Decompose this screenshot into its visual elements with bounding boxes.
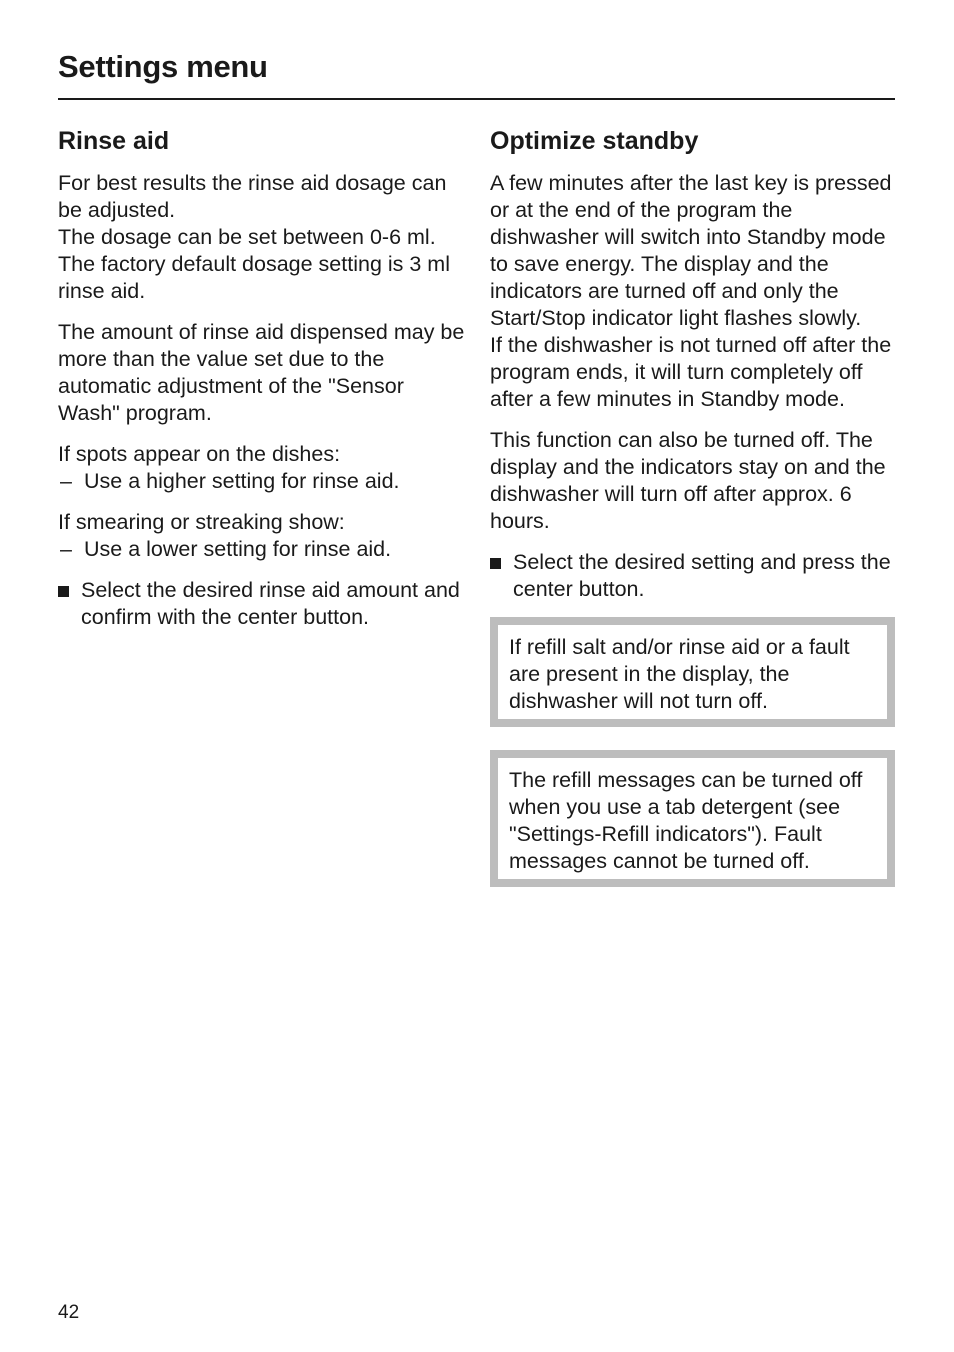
rinse-aid-sensor-note: The amount of rinse aid dispensed may be more than the value set due to the automatic adjustment of the "Sensor Wash" program. — [58, 320, 465, 425]
smearing-action-item — [58, 536, 468, 563]
refill-fault-note-text: If refill salt and/or rinse aid or a fault are present in the display, the dishwasher will not turn off. — [509, 635, 850, 713]
optimize-standby-section — [490, 125, 895, 887]
rinse-aid-heading: Rinse aid — [58, 127, 170, 155]
spots-intro: If spots appear on the dishes: — [58, 442, 341, 466]
smearing-action-text: Use a lower setting for rinse aid. — [84, 537, 392, 561]
square-bullet-icon — [490, 549, 513, 569]
dash-icon: – — [60, 537, 72, 561]
page-number: 42 — [58, 1302, 80, 1323]
standby-paragraph-2: If the dishwasher is not turned off after the program ends, it will turn completely off after a few minutes in Standby mode. — [490, 333, 892, 411]
page-title: Settings menu — [58, 49, 268, 84]
standby-paragraph-1: A few minutes after the last key is pressed or at the end of the program the dishwasher will switch into Standby mode to save energy. The display and the indicators are turned off and only the Start/Stop indicator light flashes slowly. — [490, 171, 892, 330]
rinse-aid-instruction-item — [58, 577, 468, 631]
rinse-aid-intro — [58, 170, 468, 305]
optimize-standby-heading: Optimize standby — [490, 127, 699, 155]
rinse-aid-intro-line-2: The dosage can be set between 0-6 ml. — [58, 225, 436, 249]
refill-fault-note — [490, 617, 895, 727]
refill-messages-note — [490, 750, 895, 887]
rinse-aid-section — [58, 125, 468, 645]
rinse-aid-instruction-text: Select the desired rinse aid amount and confirm with the center button. — [81, 578, 460, 629]
standby-paragraph-3: This function can also be turned off. The display and the indicators stay on and the dishwasher will turn off after approx. 6 hours. — [490, 428, 886, 533]
rinse-aid-intro-line-1: For best results the rinse aid dosage can be adjusted. — [58, 171, 447, 222]
spots-action-text: Use a higher setting for rinse aid. — [84, 469, 400, 493]
spots-action-item — [58, 468, 468, 495]
standby-instruction-item — [490, 549, 895, 603]
rinse-aid-intro-line-3: The factory default dosage setting is 3 ml rinse aid. — [58, 252, 450, 303]
standby-instruction-text: Select the desired setting and press the center button. — [513, 550, 891, 601]
dash-icon: – — [60, 469, 72, 493]
title-divider — [58, 98, 895, 100]
square-bullet-icon — [58, 577, 81, 597]
refill-messages-note-text: The refill messages can be turned off when you use a tab detergent (see "Settings-Refill indicators"). Fault messages cannot be turned off. — [509, 768, 863, 873]
smearing-intro: If smearing or streaking show: — [58, 510, 345, 534]
